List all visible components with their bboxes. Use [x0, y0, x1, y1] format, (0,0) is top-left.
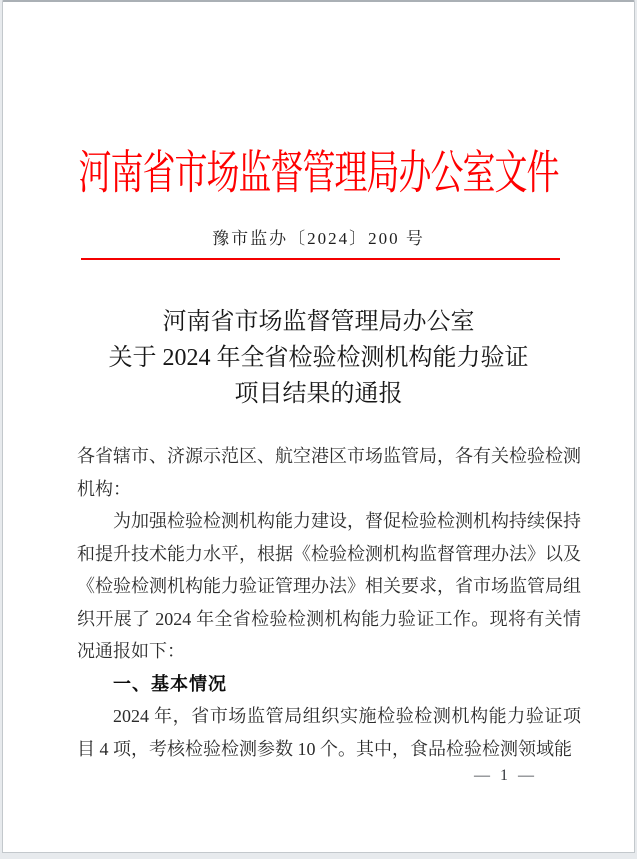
- section-1-paragraph: 2024 年，省市场监管局组织实施检验检测机构能力验证项目 4 项，考核检验检测参数 10 个。其中，食品检验检测领域能: [77, 706, 581, 759]
- page-number: — 1 —: [474, 767, 537, 784]
- agency-masthead-title: 河南省市场监督管理局办公室文件: [78, 148, 559, 200]
- document-title: [3, 304, 634, 412]
- document-body: [77, 440, 581, 765]
- document-title-line-2: 关于 2024 年全省检验检测机构能力验证: [108, 345, 529, 371]
- document-title-line-3: 项目结果的通报: [234, 381, 403, 407]
- document-number: 豫市监办〔2024〕200 号: [212, 229, 425, 248]
- section-1-heading: 一、基本情况: [113, 673, 227, 694]
- salutation-line: 各省辖市、济源示范区、航空港区市场监管局，各有关检验检测机构：: [77, 446, 581, 499]
- red-divider-line: [81, 258, 560, 260]
- document-title-line-1: 河南省市场监督管理局办公室: [162, 309, 475, 335]
- document-page: [2, 0, 635, 853]
- intro-paragraph: 为加强检验检测机构能力建设，督促检验检测机构持续保持和提升技术能力水平，根据《检验检测机构监督管理办法》以及《检验检测机构能力验证管理办法》相关要求，省市场监管局组织开展了 2024 年全省检验检测机构能力验证工作。现将有关情况通报如下：: [77, 511, 581, 661]
